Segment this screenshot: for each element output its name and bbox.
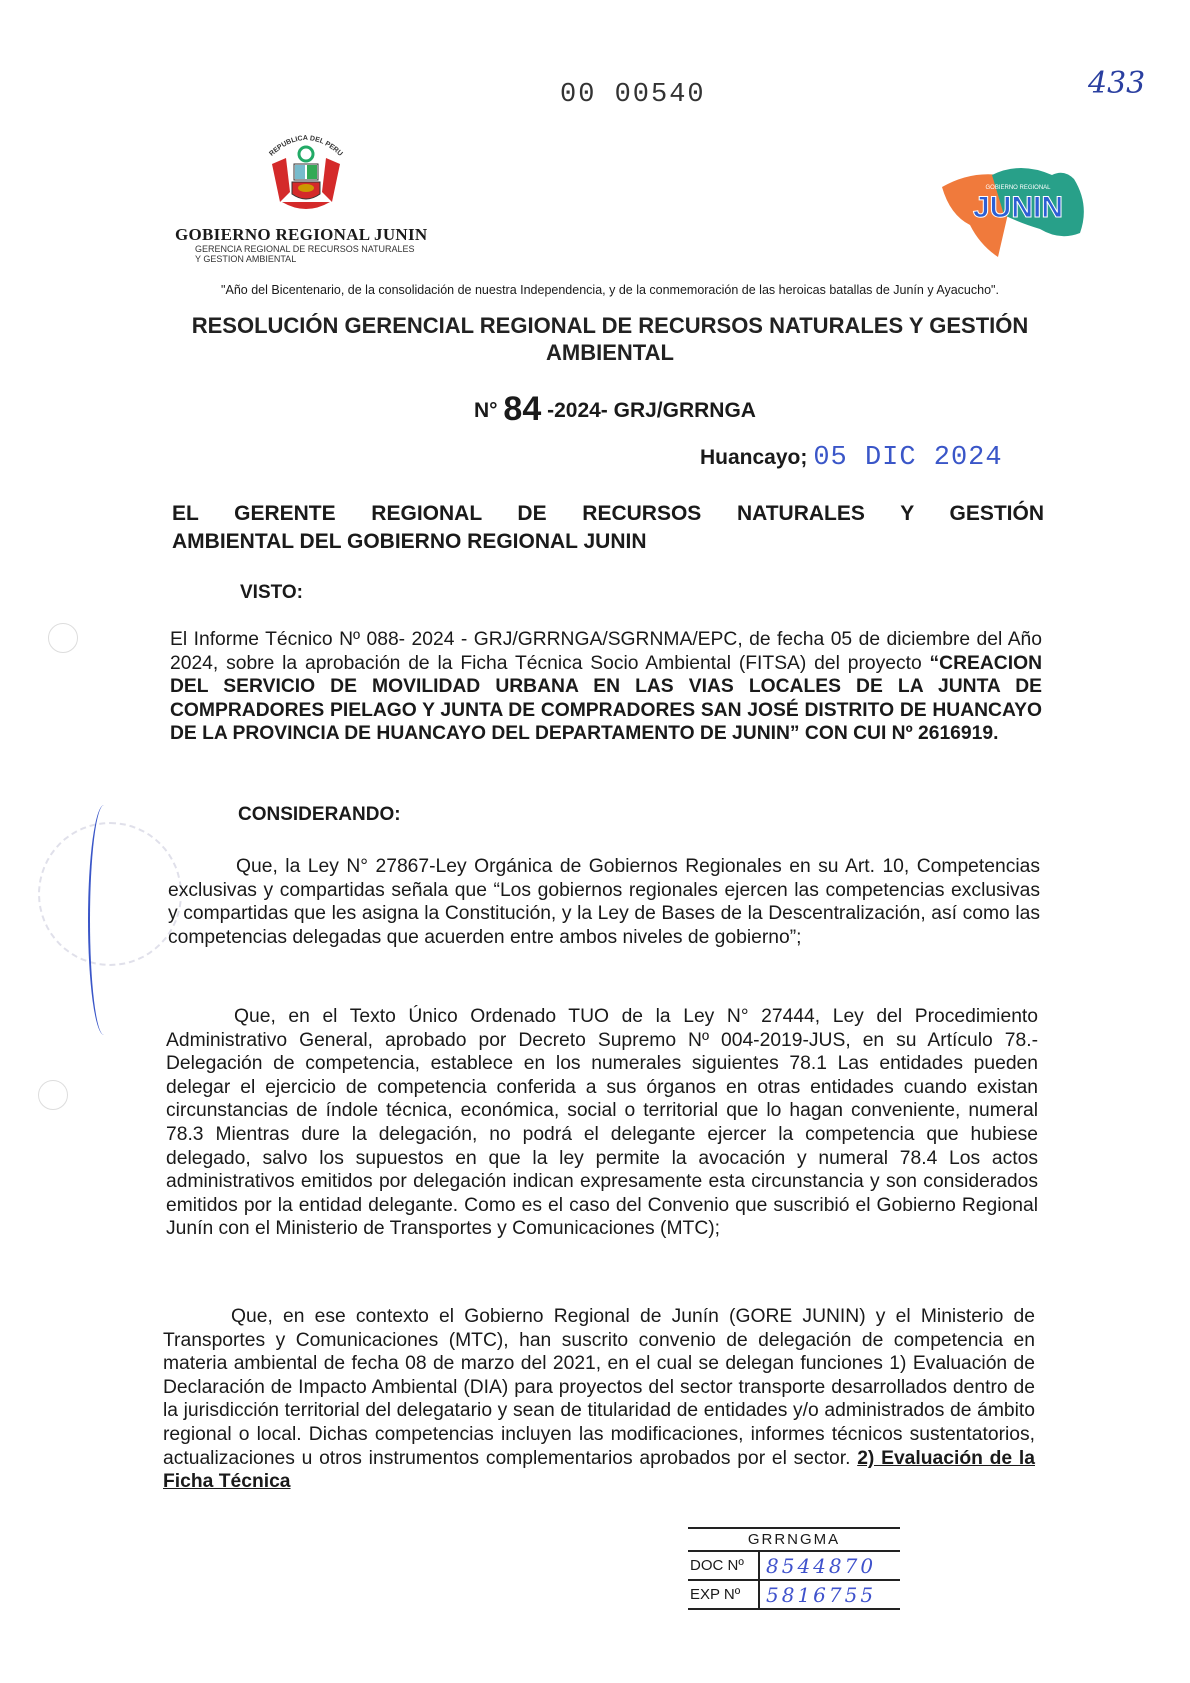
paragraph-3-text: Que, en ese contexto el Gobierno Regional de Junín (GORE JUNIN) y el Ministerio de Transportes y Comunicaciones (MTC), han suscrito convenio de delegación de competencia en materia ambiental de fecha 08 de marzo del 2021, en el cual se delegan funciones 1) Evaluación de Declaración de Impacto Ambiental (DIA) para proyectos del sector transporte desarrollados dentro de la jurisdicción territorial del delegatario y sean de titularidad de entidades y/o administrados de ámbito regional o local. Dichas competencias incluyen las modificaciones, informes técnicos sustentatorios, actualizaciones u otros instrumentos complementarios aprobados por el sector.	[163, 1306, 1035, 1469]
stamp-doc-row	[688, 1552, 900, 1581]
project-name: “CREACION DEL SERVICIO DE MOVILIDAD URBANA EN LAS VIAS LOCALES DE LA JUNTA DE COMPRADORES PIELAGO Y JUNTA DE COMPRADORES SAN JOSÉ DISTRITO DE HUANCAYO DE LA PROVINCIA DE HUANCAYO DEL DEPARTAMENTO DE JUNIN” CON CUI Nº 2616919.	[170, 652, 1042, 745]
stamp-doc-value: 8544870	[766, 1553, 877, 1578]
peru-coat-of-arms-icon	[268, 126, 344, 216]
stamp-office: GRRNGMA	[688, 1529, 900, 1552]
gobierno-regional-junin-logo	[940, 165, 1090, 260]
stamp-exp-row	[688, 1581, 900, 1610]
place: Huancayo;	[700, 446, 808, 469]
paragraph-3-underlined: 2) Evaluación de la Ficha Técnica	[163, 1447, 1035, 1493]
considerando-paragraph-3	[163, 1305, 1035, 1494]
visto-label: VISTO:	[240, 582, 303, 603]
svg-text:GOBIERNO REGIONAL: GOBIERNO REGIONAL	[985, 185, 1051, 191]
issuer-heading	[172, 500, 1044, 556]
punch-hole	[38, 1080, 68, 1110]
visto-text: El Informe Técnico Nº 088- 2024 - GRJ/GRRNGA/SGRNMA/EPC, de fecha 05 de diciembre del Año 2024, sobre la aprobación de la Ficha Técnica Socio Ambiental (FITSA) del proyecto	[170, 629, 1042, 674]
svg-text:JUNIN: JUNIN	[972, 191, 1064, 224]
resolution-number	[450, 390, 780, 429]
punch-hole	[48, 623, 78, 653]
number-prefix: N°	[474, 399, 498, 422]
reception-stamp	[688, 1527, 900, 1610]
institution-subtitle	[195, 244, 415, 264]
place-and-date	[700, 443, 1003, 473]
considerando-paragraph-1: Que, la Ley N° 27867-Ley Orgánica de Gobiernos Regionales en su Art. 10, Competencias exclusivas y compartidas señala que “Los gobiernos regionales ejercen las competencias exclusivas y compartidas que les asigna la Constitución, y la Ley de Bases de la Descentralización, así como las competencias delegadas que acuerden entre ambos niveles de gobierno”;	[168, 856, 1040, 948]
issuer-heading-line1: EL GERENTE REGIONAL DE RECURSOS NATURALES Y GESTIÓN	[172, 502, 1044, 525]
stamp-doc-label: DOC Nº	[688, 1552, 760, 1579]
visto-paragraph	[170, 628, 1042, 746]
stamp-exp-label: EXP Nº	[688, 1581, 760, 1608]
institution-subtitle-line1: GERENCIA REGIONAL DE RECURSOS NATURALES	[195, 244, 415, 254]
considerando-paragraph-2: Que, en el Texto Único Ordenado TUO de la Ley N° 27444, Ley del Procedimiento Administrativo General, aprobado por Decreto Supremo Nº 004-2019-JUS, en su Artículo 78.- Delegación de competencia, establece en los numerales siguientes 78.1 Las entidades pueden delegar el ejercicio de competencia conferida a sus órganos en otras entidades cuando existan circunstancias de índole técnica, económica, social o territorial que lo hagan conveniente, numeral 78.3 Mientras dure la delegación, no podrá el delegante ejercer la competencia que hubiese delegado, salvo los supuestos en que la ley permite la avocación y numeral 78.4 Los actos administrativos emitidos por delegación indican expresamente esta circunstancia y son considerados emitidos por la entidad delegante. Como es el caso del Convenio que suscribió el Gobierno Regional Junín con el Ministerio de Transportes y Comunicaciones (MTC);	[166, 1006, 1038, 1240]
number-suffix: -2024- GRJ/GRRNGA	[547, 399, 756, 422]
document-serial-number: 00 00540	[560, 80, 706, 110]
considerando-label: CONSIDERANDO:	[238, 804, 401, 825]
issuer-heading-line2: AMBIENTAL DEL GOBIERNO REGIONAL JUNIN	[172, 530, 647, 553]
resolution-title: RESOLUCIÓN GERENCIAL REGIONAL DE RECURSOS NATURALES Y GESTIÓN AMBIENTAL	[191, 313, 1029, 365]
institution-subtitle-line2: Y GESTION AMBIENTAL	[195, 254, 297, 264]
year-motto: "Año del Bicentenario, de la consolidación de nuestra Independencia, y de la conmemoración de las heroicas batallas de Junín y Ayacucho".	[221, 283, 999, 297]
handwritten-folio-number: 433	[1088, 66, 1146, 101]
number-value: 84	[503, 390, 542, 428]
signature-mark	[88, 805, 120, 1035]
coat-of-arms-arc-text: REPUBLICA DEL PERU	[268, 134, 344, 158]
institution-name: GOBIERNO REGIONAL JUNIN	[175, 225, 428, 244]
date-stamp: 05 DIC 2024	[813, 443, 1003, 473]
stamp-exp-value: 5816755	[766, 1582, 877, 1607]
